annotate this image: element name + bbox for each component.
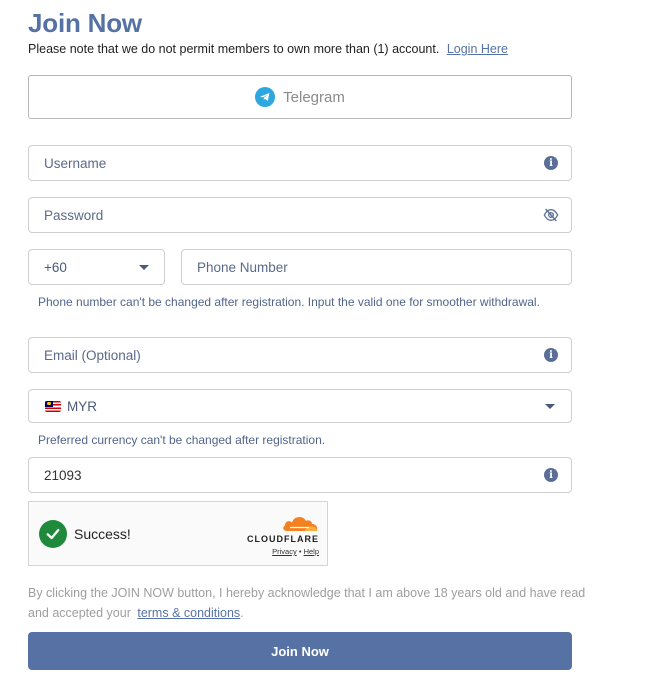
- cloudflare-brand: CLOUDFLARE: [247, 534, 319, 544]
- account-notice: [28, 42, 508, 56]
- terms-notice: [28, 583, 588, 623]
- email-field: [28, 337, 572, 373]
- referral-input[interactable]: [29, 458, 531, 492]
- currency-value: MYR: [67, 398, 97, 414]
- phone-input[interactable]: [182, 250, 571, 284]
- privacy-link[interactable]: Privacy: [272, 547, 297, 556]
- account-notice-text: Please note that we do not permit members to own more than (1) account.: [28, 42, 440, 56]
- chevron-down-icon: [545, 404, 555, 409]
- page-title: Join Now: [28, 8, 142, 38]
- username-input[interactable]: [29, 146, 531, 180]
- chevron-down-icon: [139, 265, 149, 270]
- password-field: [28, 197, 572, 233]
- username-field: [28, 145, 572, 181]
- country-code-value: +60: [44, 259, 67, 275]
- currency-select[interactable]: [28, 389, 572, 423]
- success-check-icon: [39, 520, 67, 548]
- telegram-icon: [255, 87, 275, 107]
- help-link[interactable]: Help: [303, 547, 319, 556]
- malaysia-flag-icon: [45, 401, 61, 412]
- cloudflare-captcha: [28, 501, 328, 566]
- referral-field: [28, 457, 572, 493]
- eye-slash-icon[interactable]: [543, 208, 559, 222]
- link-separator: •: [298, 547, 302, 556]
- terms-end: .: [240, 606, 244, 620]
- login-link[interactable]: Login Here: [446, 42, 508, 56]
- country-code-select[interactable]: [28, 249, 165, 285]
- terms-link[interactable]: terms & conditions: [137, 606, 241, 620]
- password-input[interactable]: [29, 198, 531, 232]
- telegram-button[interactable]: [28, 75, 572, 119]
- telegram-label: Telegram: [283, 88, 345, 106]
- terms-text: By clicking the JOIN NOW button, I hereby acknowledge that I am above 18 years old and have read and accepted your: [28, 586, 586, 620]
- currency-hint: Preferred currency can't be changed after registration.: [38, 433, 326, 447]
- join-now-button[interactable]: Join Now: [28, 632, 572, 670]
- captcha-status: Success!: [74, 525, 131, 542]
- info-icon[interactable]: i: [544, 348, 558, 362]
- info-icon[interactable]: i: [544, 156, 558, 170]
- email-input[interactable]: [29, 338, 531, 372]
- phone-field: [181, 249, 572, 285]
- cloudflare-logo-icon: [281, 514, 319, 532]
- info-icon[interactable]: i: [544, 468, 558, 482]
- phone-hint: Phone number can't be changed after registration. Input the valid one for smoother withdrawal.: [38, 295, 540, 309]
